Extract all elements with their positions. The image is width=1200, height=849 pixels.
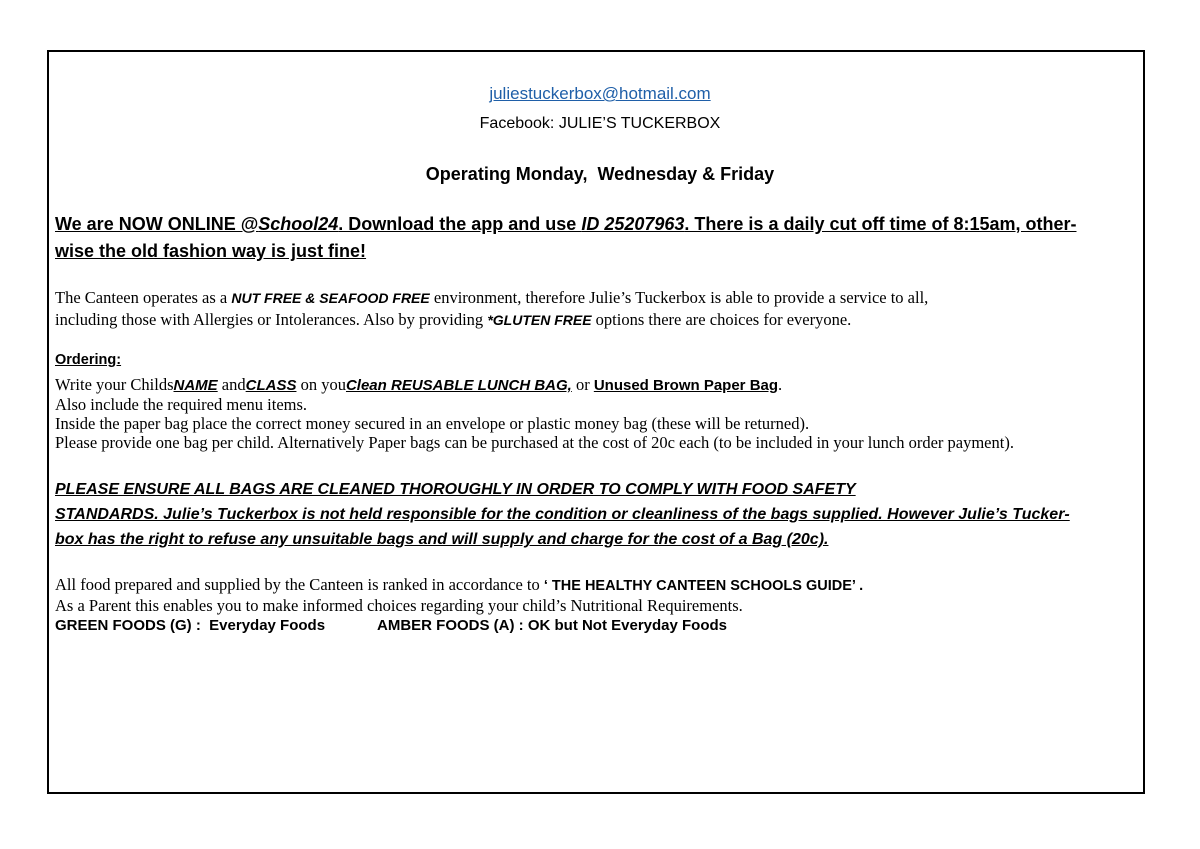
ordering-line: Also include the required menu items. <box>55 395 308 414</box>
school-id: ID 25207963 <box>581 214 685 234</box>
canteen-text: including those with Allergies or Intolerances. Also by providing <box>55 310 488 329</box>
healthy-canteen-paragraph <box>55 575 1145 615</box>
ordering-line: Inside the paper bag place the correct money secured in an envelope or plastic money bag (these will be returned). <box>55 414 810 433</box>
ordering-heading: Ordering: <box>55 352 122 368</box>
warning-line: STANDARDS. Julie’s Tuckerbox is not held responsible for the condition or cleanliness of the bags supplied. However Julie’s Tucker- <box>55 506 1070 523</box>
operating-days: Operating Monday, Wednesday & Friday <box>425 164 775 184</box>
amber-foods-label: AMBER FOODS (A) : OK but Not Everyday Foods <box>377 617 728 634</box>
ordering-instructions <box>55 375 1145 452</box>
ordering-text: and <box>217 375 246 394</box>
ordering-text: . <box>778 375 783 394</box>
canteen-text: options there are choices for everyone. <box>591 310 852 329</box>
bag-warning <box>55 477 1135 552</box>
warning-line: box has the right to refuse any unsuitable bags and will supply and charge for the cost of a Bag (20c). <box>55 531 829 548</box>
healthy-text: As a Parent this enables you to make informed choices regarding your child’s Nutritional Requirements. <box>55 596 743 615</box>
lunch-bag-emphasis: Clean REUSABLE LUNCH BAG, <box>345 377 572 394</box>
online-text: We are NOW ONLINE @ <box>55 214 259 234</box>
canteen-paragraph <box>55 287 1145 331</box>
class-emphasis: CLASS <box>245 377 297 394</box>
ordering-line: Please provide one bag per child. Alternatively Paper bags can be purchased at the cost of 20c each (to be included in your lunch order payment). <box>55 433 1014 452</box>
ordering-text: Write your Childs <box>55 375 174 394</box>
app-name: School24 <box>258 214 339 234</box>
guide-title: ‘ THE HEALTHY CANTEEN SCHOOLS GUIDE’ . <box>543 578 864 594</box>
facebook-text: Facebook: JULIE’S TUCKERBOX <box>479 115 721 132</box>
canteen-text: The Canteen operates as a <box>55 288 232 307</box>
online-text: wise the old fashion way is just fine! <box>55 241 367 261</box>
online-notice <box>55 211 1135 265</box>
nut-free-text: NUT FREE & SEAFOOD FREE <box>231 290 430 306</box>
online-text: . Download the app and use <box>338 214 582 234</box>
canteen-text: environment, therefore Julie’s Tuckerbox is able to provide a service to all, <box>429 288 929 307</box>
healthy-text: All food prepared and supplied by the Canteen is ranked in accordance to <box>55 575 544 594</box>
ordering-text: or <box>571 375 594 394</box>
gluten-free-text: *GLUTEN FREE <box>487 312 592 328</box>
green-foods-label: GREEN FOODS (G) : Everyday Foods <box>55 617 326 634</box>
online-text: . There is a daily cut off time of 8:15am, other- <box>684 214 1077 234</box>
paper-bag-emphasis: Unused Brown Paper Bag <box>593 377 779 394</box>
ordering-text: on you <box>296 375 346 394</box>
warning-line: PLEASE ENSURE ALL BAGS ARE CLEANED THOROUGHLY IN ORDER TO COMPLY WITH FOOD SAFETY <box>55 481 856 498</box>
name-emphasis: NAME <box>173 377 218 394</box>
email-link[interactable]: juliestuckerbox@hotmail.com <box>489 84 711 103</box>
